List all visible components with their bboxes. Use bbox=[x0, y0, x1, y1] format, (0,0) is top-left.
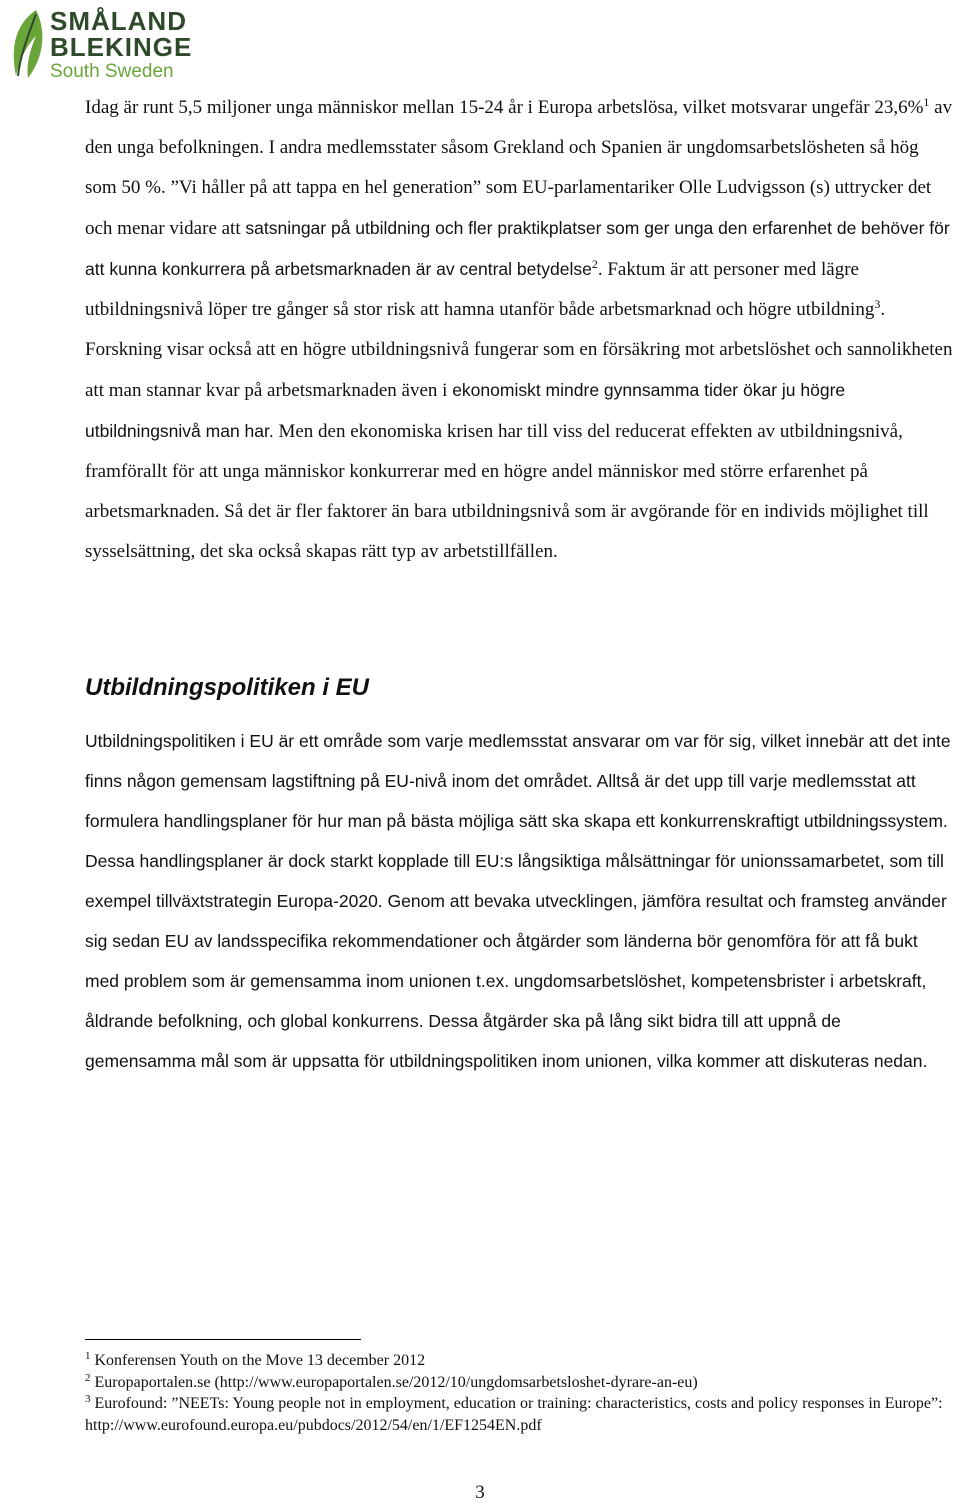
footnote-text[interactable]: Eurofound: ”NEETs: Young people not in employment, education or training: characteristics, costs and policy responses in Europe”: http://www.eurofound.europa.eu/pubdocs/2012/54/en/1/EF1254EN.pdf bbox=[85, 1395, 943, 1434]
logo-wordmark bbox=[50, 8, 192, 83]
footnote-number: 1 bbox=[85, 1350, 91, 1362]
paragraph-education-policy: Utbildningspolitiken i EU är ett område som varje medlemsstat ansvarar om var för sig, vilket innebär att det inte finns någon gemensam lagstiftning på EU-nivå inom det området. Alltså är det upp till varje medlemsstat att formulera handlingsplaner för hur man på bästa möjliga sätt ska skapa ett konkurrenskraftigt utbildningssystem. Dessa handlingsplaner är dock starkt kopplade till EU:s långsiktiga målsättningar för unionssamarbetet, som till exempel tillväxtstrategin Europa-2020. Genom att bevaka utvecklingen, jämföra resultat och framsteg använder sig sedan EU av landsspecifika rekommendationer och åtgärder som länderna bör genomföra för att få bukt med problem som är gemensamma inom unionen t.ex. ungdomsarbetslöshet, kompetensbrister i arbetskraft, åldrande befolkning, och global konkurrens. Dessa åtgärder ska på lång sikt bidra till att uppnå de gemensamma mål som är uppsatta för utbildningspolitiken inom unionen, vilka kommer att diskuteras nedan. bbox=[85, 731, 951, 1071]
paragraph-text: . Faktum är att personer med lägre utbildningsnivå löper tre gånger så stor risk att hamna utanför både arbetsmarknad och högre utbildning bbox=[85, 259, 875, 320]
footnotes bbox=[85, 1350, 953, 1436]
footnote-ref-3[interactable]: 3 bbox=[874, 297, 881, 311]
paragraph-text: . Forskning visar också att en högre utbildningsnivå fungerar som en försäkring mot arbetslöshet och sannolikheten att man stannar kvar på arbetsmarknaden även i bbox=[85, 299, 953, 401]
logo-line-smaland: SMÅLAND bbox=[50, 6, 187, 36]
leaf-icon bbox=[6, 6, 50, 82]
footnote-divider bbox=[85, 1339, 361, 1340]
paragraph-text: Men den ekonomiska krisen har till viss del reducerat effekten av utbildningsnivå, framförallt för att unga människor konkurrerar med en högre andel människor med större erfarenhet på arbetsmarknaden. Så det är fler faktorer än bara utbildningsnivå som är avgörande för en individs möjlighet till sysselsättning, det ska också skapas rätt typ av arbetstillfällen. bbox=[85, 421, 929, 562]
footnote-1 bbox=[85, 1350, 953, 1372]
logo-line-south-sweden: South Sweden bbox=[50, 61, 174, 82]
footnote-ref-2[interactable]: 2 bbox=[591, 257, 598, 271]
footnote-number: 3 bbox=[85, 1393, 91, 1405]
paragraph-text: satsningar på utbildning och fler praktikplatser som ger unga den erfarenhet de behöver för att kunna konkurrera på arbetsmarknaden är av central betydelse bbox=[85, 218, 950, 279]
section-heading: Utbildningspolitiken i EU bbox=[85, 674, 369, 701]
paragraph-text: av den unga befolkningen. I andra medlemsstater såsom Grekland och Spanien är ungdomsarbetslösheten så hög som 50 %. ”Vi håller på att tappa en hel generation” som EU-parlamentariker Olle Ludvigsson (s) uttrycker det och menar vidare att bbox=[85, 97, 953, 239]
footnote-3 bbox=[85, 1393, 953, 1436]
paragraph-text: ekonomiskt mindre gynnsamma tider ökar ju högre utbildningsnivå man har. bbox=[85, 380, 846, 441]
smaland-blekinge-logo bbox=[6, 2, 206, 82]
footnote-number: 2 bbox=[85, 1371, 91, 1384]
footnote-2 bbox=[85, 1372, 953, 1394]
paragraph-youth-unemployment bbox=[85, 88, 953, 572]
footnote-text: Konferensen Youth on the Move 13 december 2012 bbox=[94, 1352, 426, 1369]
logo-line-blekinge: BLEKINGE bbox=[50, 32, 193, 62]
paragraph-text: Idag är runt 5,5 miljoner unga människor mellan 15-24 år i Europa arbetslösa, vilket motsvarar ungefär 23,6% bbox=[85, 97, 924, 118]
footnote-text[interactable]: Europaportalen.se (http://www.europaportalen.se/2012/10/ungdomsarbetsloshet-dyrare-an-eu) bbox=[94, 1373, 698, 1391]
footnote-ref-1[interactable]: 1 bbox=[923, 95, 930, 109]
page-number: 3 bbox=[475, 1482, 485, 1503]
